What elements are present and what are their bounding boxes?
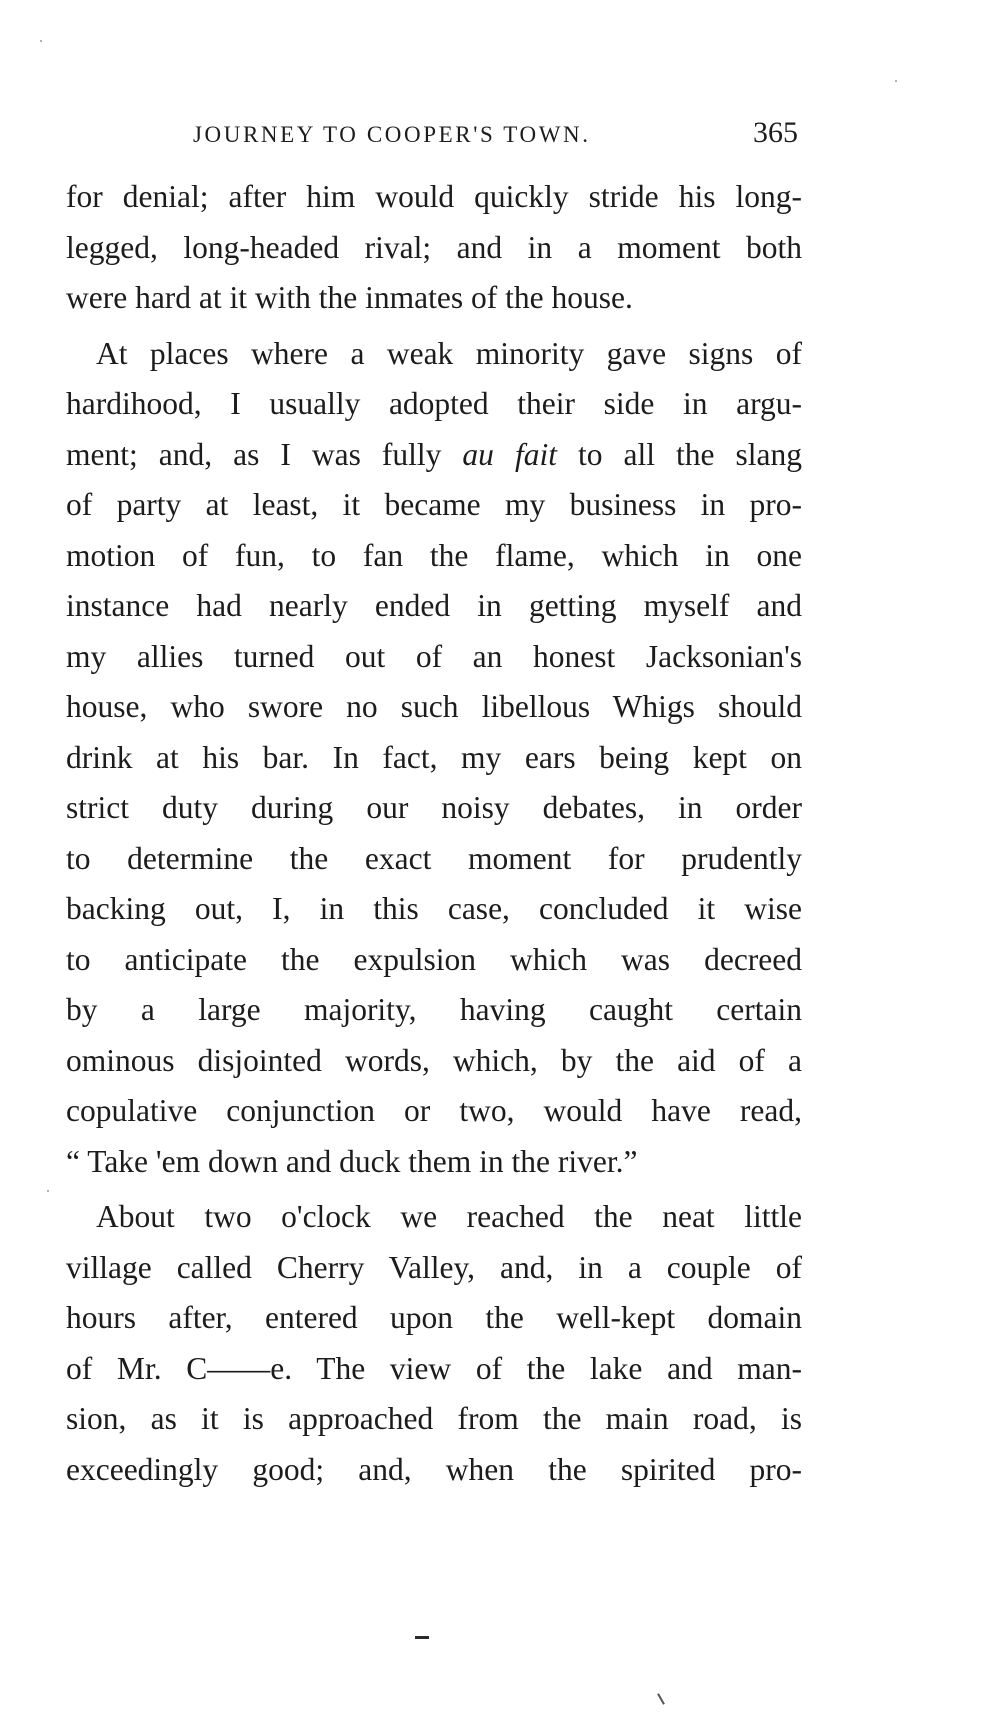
paragraph-2 <box>66 329 802 1188</box>
text-line: ominous disjointed words, which, by the aid of a <box>66 1042 802 1078</box>
printer-mark <box>415 1636 429 1639</box>
text-line: for denial; after him would quickly stride his long- <box>66 179 802 214</box>
text-line: hardihood, I usually adopted their side in argu- <box>66 386 802 421</box>
text-line: exceedingly good; and, when the spirited pro- <box>66 1451 802 1487</box>
text-line: ment; and, as I was fully au fait to all the slang <box>66 436 802 472</box>
text-line: were hard at it with the inmates of the house. <box>66 280 633 315</box>
text-line: sion, as it is approached from the main road, is <box>66 1401 802 1436</box>
text-line: motion of fun, to fan the flame, which in one <box>66 537 802 573</box>
text-line: of party at least, it became my business in pro- <box>66 487 802 522</box>
text-line: “ Take 'em down and duck them in the river.” <box>66 1143 638 1179</box>
running-title: JOURNEY TO COOPER'S TOWN. <box>193 122 591 147</box>
text-line: my allies turned out of an honest Jacksonian's <box>66 638 802 674</box>
text-line: hours after, entered upon the well-kept domain <box>66 1300 802 1335</box>
text-line: At places where a weak minority gave signs of <box>96 335 802 371</box>
text-line: About two o'clock we reached the neat little <box>96 1199 802 1234</box>
body-text <box>66 172 802 1495</box>
paragraph-3 <box>66 1192 802 1495</box>
paragraph-1 <box>66 172 802 324</box>
text-line: of Mr. C——e. The view of the lake and man- <box>66 1350 802 1386</box>
text-line: village called Cherry Valley, and, in a couple of <box>66 1249 802 1285</box>
text-line: by a large majority, having caught certain <box>66 992 802 1027</box>
text-line: instance had nearly ended in getting myself and <box>66 588 802 623</box>
text-line: drink at his bar. In fact, my ears being kept on <box>66 739 802 775</box>
text-line: copulative conjunction or two, would have read, <box>66 1093 802 1128</box>
paper-speck <box>47 1190 49 1192</box>
text-line: to anticipate the expulsion which was decreed <box>66 941 802 977</box>
text-line: to determine the exact moment for prudently <box>66 840 802 876</box>
running-head <box>66 118 804 158</box>
text-line: legged, long-headed rival; and in a moment both <box>66 229 802 265</box>
page-number: 365 <box>753 116 798 149</box>
printer-tick <box>657 1693 665 1704</box>
text-line: backing out, I, in this case, concluded it wise <box>66 891 802 926</box>
paper-speck <box>895 80 897 82</box>
paper-speck <box>40 40 42 42</box>
text-line: house, who swore no such libellous Whigs should <box>66 689 802 724</box>
text-line: strict duty during our noisy debates, in order <box>66 790 802 825</box>
